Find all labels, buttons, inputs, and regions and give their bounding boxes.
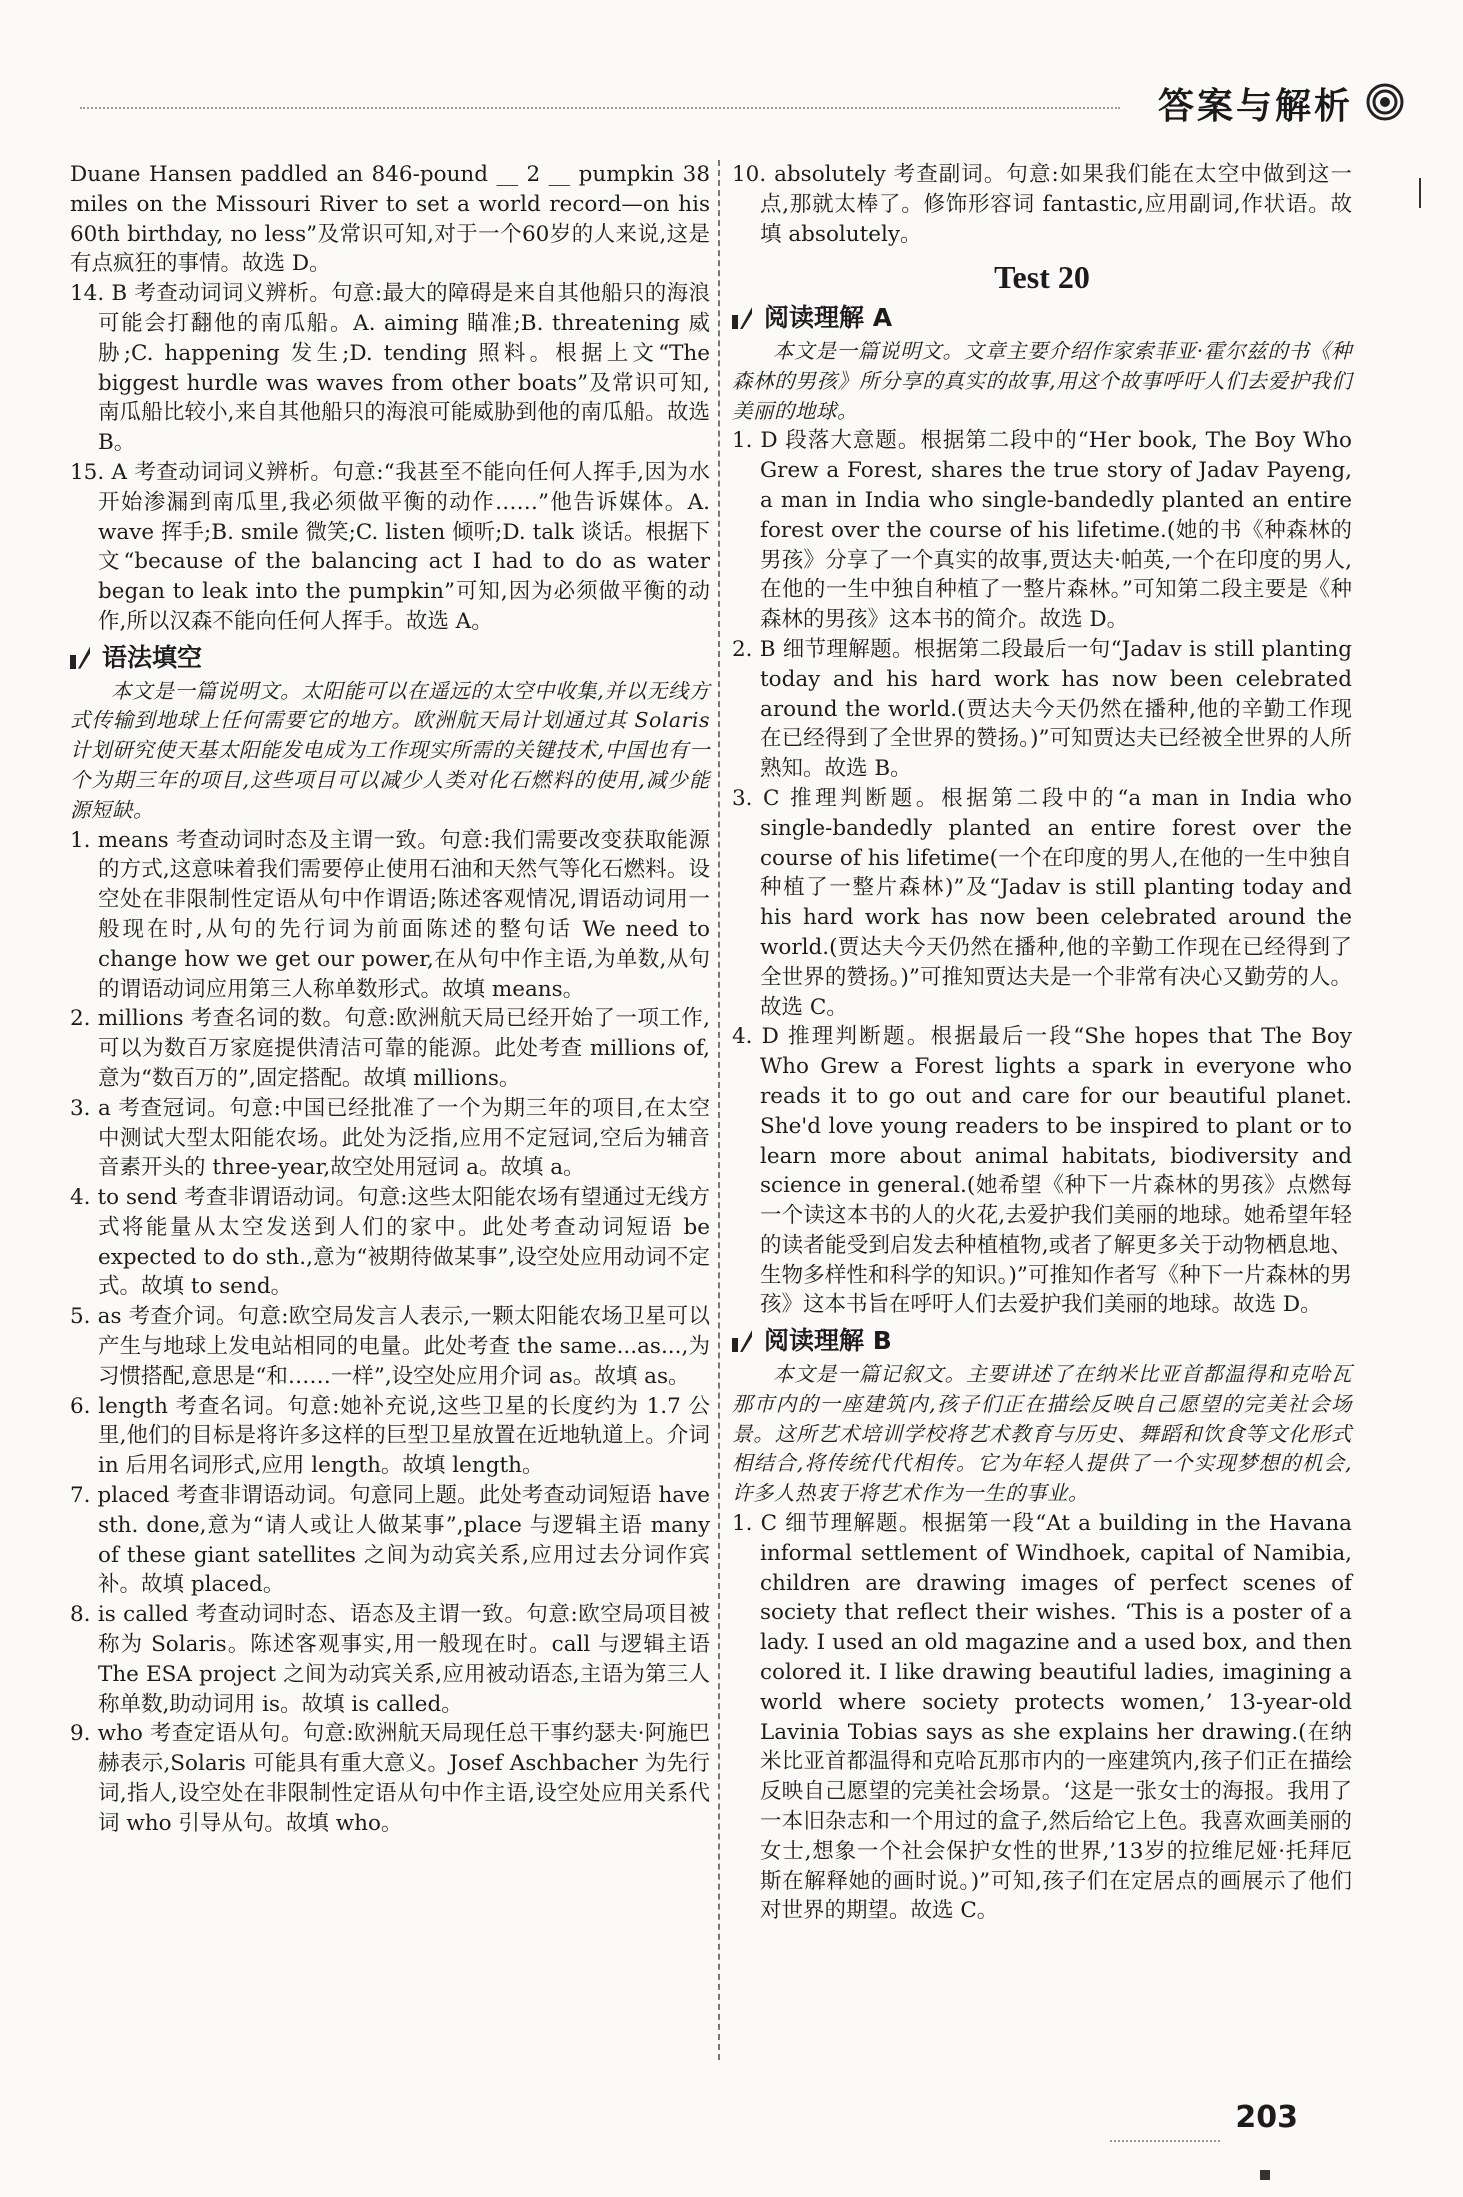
page-header [0,0,1463,140]
section-icon [732,307,754,329]
answer-item: 1. C 细节理解题。根据第一段“At a building in the Havana informal settlement of Windhoek, capital of Namibia, children are drawing images of perfect scenes of society that reflect their wishes. ‘This is a poster of a lady. I used an old magazine and a used box, and then colored it. I like drawing beautiful ladies, imagining a world where society protects women,’ 13-year-old Lavinia Tobias says as she explains her drawing.(在纳米比亚首都温得和克哈瓦那市内的一座建筑内,孩子们正在描绘反映自己愿望的完美社会场景。‘这是一张女士的海报。我用了一本旧杂志和一个用过的盒子,然后给它上色。我喜欢画美丽的女士,想象一个社会保护女性的世界,’13岁的拉维尼娅·托拜厄斯在解释她的画时说。)”可知,孩子们在定居点的画展示了他们对世界的期望。故选 C。 [732,1511,1352,1924]
passage-summary: 本文是一篇说明文。太阳能可以在遥远的太空中收集,并以无线方式传输到地球上任何需要它的地方。欧洲航天局计划通过其 Solaris 计划研究使天基太阳能发电成为工作现实所需的关键技术,中国也有一个为期三年的项目,这些项目可以减少人类对化石燃料的使用,减少能源短缺。 [70,678,710,822]
answer-item: 15. A 考查动词词义辨析。句意:“我甚至不能向任何人挥手,因为水开始渗漏到南瓜里,我必须做平衡的动作……”他告诉媒体。A. wave 挥手;B. smile 微笑;C. listen 倾听;D. talk 谈话。根据下文“because of the balancing act I had to do as water began to leak into the pumpkin”可知,因为必须做平衡的动作,所以汉森不能向任何人挥手。故选 A。 [70,459,710,634]
answer-item: 5. as 考查介词。句意:欧空局发言人表示,一颗太阳能农场卫星可以产生与地球上发电站相同的电量。此处考查 the same...as...,为习惯搭配,意思是“和……一样”,设空处应用介词 as。故填 as。 [70,1304,710,1389]
answer-item: 14. B 考查动词词义辨析。句意:最大的障碍是来自其他船只的海浪可能会打翻他的南瓜船。A. aiming 瞄准;B. threatening 威胁;C. happening 发生;D. tending 照料。根据上文“The biggest hurdle was waves from other boats”及常识可知,南瓜船比较小,来自其他船只的海浪可能威胁到他的南瓜船。故选 B。 [70,281,710,456]
answer-item: 6. length 考查名词。句意:她补充说,这些卫星的长度约为 1.7 公里,他们的目标是将许多这样的巨型卫星放置在近地轨道上。介词 in 后用名词形式,应用 length。故填 length。 [70,1393,710,1479]
header-rule [80,107,1120,109]
passage-summary: 本文是一篇说明文。文章主要介绍作家索菲亚·霍尔兹的书《种森林的男孩》所分享的真实的故事,用这个故事呼吁人们去爱护我们美丽的地球。 [732,338,1352,423]
section-heading [732,1326,1352,1356]
page-number: 203 [1235,2100,1298,2135]
footer-rule [1110,2140,1220,2142]
continued-text: Duane Hansen paddled an 846-pound __ 2 __ pumpkin 38 miles on the Missouri River to set a world record—on his 60th birthday, no less”及常识可知,对于一个60岁的人来说,这是有点疯狂的事情。故选 D。 [70,162,710,277]
right-column [732,160,1352,1926]
answer-item: 4. D 推理判断题。根据最后一段“She hopes that The Boy Who Grew a Forest lights a spark in everyone who reads it to go out and care for our beautiful planet. She'd love young readers to be inspired to plant or to learn more about animal habitats, biodiversity and science in general.(她希望《种下一片森林的男孩》点燃每一个读这本书的人的火花,去爱护我们美丽的地球。她希望年轻的读者能受到启发去种植植物,或者了解更多关于动物栖息地、生物多样性和科学的知识。)”可推知作者写《种下一片森林的男孩》这本书旨在呼吁人们去爱护我们美丽的地球。故选 D。 [732,1024,1352,1318]
header-title: 答案与解析 [1157,86,1353,127]
column-divider [718,160,720,2060]
target-icon [1365,82,1405,122]
section-title: 语法填空 [102,642,203,672]
answer-item: 2. B 细节理解题。根据第二段最后一句“Jadav is still planting today and his hard work has now been celebrated around the world.(贾达夫今天仍然在播种,他的辛勤工作现在已经得到了全世界的赞扬。)”可知贾达夫已经被全世界的人所熟知。故选 B。 [732,636,1352,782]
section-icon [732,1330,754,1352]
answer-item: 7. placed 考查非谓语动词。句意同上题。此处考查动词短语 have sth. done,意为“请人或让人做某事”,place 与逻辑主语 many of these giant satellites 之间为动宾关系,应用过去分词作宾补。故填 placed。 [70,1483,710,1598]
section-heading [70,643,710,673]
answer-item: 2. millions 考查名词的数。句意:欧洲航天局已经开始了一项工作,可以为数百万家庭提供清洁可靠的能源。此处考查 millions of,意为“数百万的”,固定搭配。故填 millions。 [70,1006,710,1091]
test-title: Test 20 [994,259,1090,296]
answer-item: 3. a 考查冠词。句意:中国已经批准了一个为期三年的项目,在太空中测试大型太阳能农场。此处为泛指,应用不定冠词,空后为辅音音素开头的 three-year,故空处用冠词 a。故填 a。 [70,1095,710,1181]
answer-item: 1. means 考查动词时态及主谓一致。句意:我们需要改变获取能源的方式,这意味着我们需要停止使用石油和天然气等化石燃料。设空处在非限制性定语从句中作谓语;陈述客观情况,谓语动词用一般现在时,从句的先行词为前面陈述的整句话 We need to change how we get our power,在从句中作主语,为单数,从句的谓语动词应用第三人称单数形式。故填 means。 [70,827,710,1002]
section-heading [732,303,1352,333]
passage-summary: 本文是一篇记叙文。主要讲述了在纳米比亚首都温得和克哈瓦那市内的一座建筑内,孩子们正在描绘反映自己愿望的完美社会场景。这所艺术培训学校将艺术教育与历史、舞蹈和饮食等文化形式相结合,将传统代代相传。它为年轻人提供了一个实现梦想的机会,许多人热衷于将艺术作为一生的事业。 [732,1362,1352,1506]
answer-item: 10. absolutely 考查副词。句意:如果我们能在太空中做到这一点,那就太棒了。修饰形容词 fantastic,应用副词,作状语。故填 absolutely。 [732,162,1352,247]
answer-item: 4. to send 考查非谓语动词。句意:这些太阳能农场有望通过无线方式将能量从太空发送到人们的家中。此处考查动词短语 be expected to do sth.,意为“被期待做某事”,设空处应用动词不定式。故填 to send。 [70,1185,710,1300]
section-icon [70,647,92,669]
answer-item: 3. C 推理判断题。根据第二段中的“a man in India who single-bandedly planted an entire forest over the course of his lifetime(一个在印度的男人,在他的一生中独自种植了一整片森林)”及“Jadav is still planting today and his hard work has now been celebrated around the world.(贾达夫今天仍然在播种,他的辛勤工作现在已经得到了全世界的赞扬。)”可推知贾达夫是一个非常有决心又勤劳的人。故选 C。 [732,785,1352,1020]
section-title: 阅读理解 A [764,303,893,333]
margin-mark [1419,178,1431,208]
answer-item: 9. who 考查定语从句。句意:欧洲航天局现任总干事约瑟夫·阿施巴赫表示,Solaris 可能具有重大意义。Josef Aschbacher 为先行词,指人,设空处在非限制性定语从句中作主语,设空处应用关系代词 who 引导从句。故填 who。 [70,1721,710,1836]
section-title: 阅读理解 B [764,1326,892,1356]
footer-square [1260,2170,1270,2180]
answer-item: 8. is called 考查动词时态、语态及主谓一致。句意:欧空局项目被称为 Solaris。陈述客观事实,用一般现在时。call 与逻辑主语 The ESA project 之间为动宾关系,应用被动语态,主语为第三人称单数,助动词用 is。故填 is called。 [70,1602,710,1717]
left-column [70,160,710,1839]
answer-item: 1. D 段落大意题。根据第二段中的“Her book, The Boy Who Grew a Forest, shares the true story of Jadav Payeng, a man in India who single-bandedly planted an entire forest over the course of his lifetime.(她的书《种森林的男孩》分享了一个真实的故事,贾达夫·帕英,一个在印度的男人,在他的一生中独自种植了一整片森林。”可知第二段主要是《种森林的男孩》这本书的简介。故选 D。 [732,428,1352,633]
